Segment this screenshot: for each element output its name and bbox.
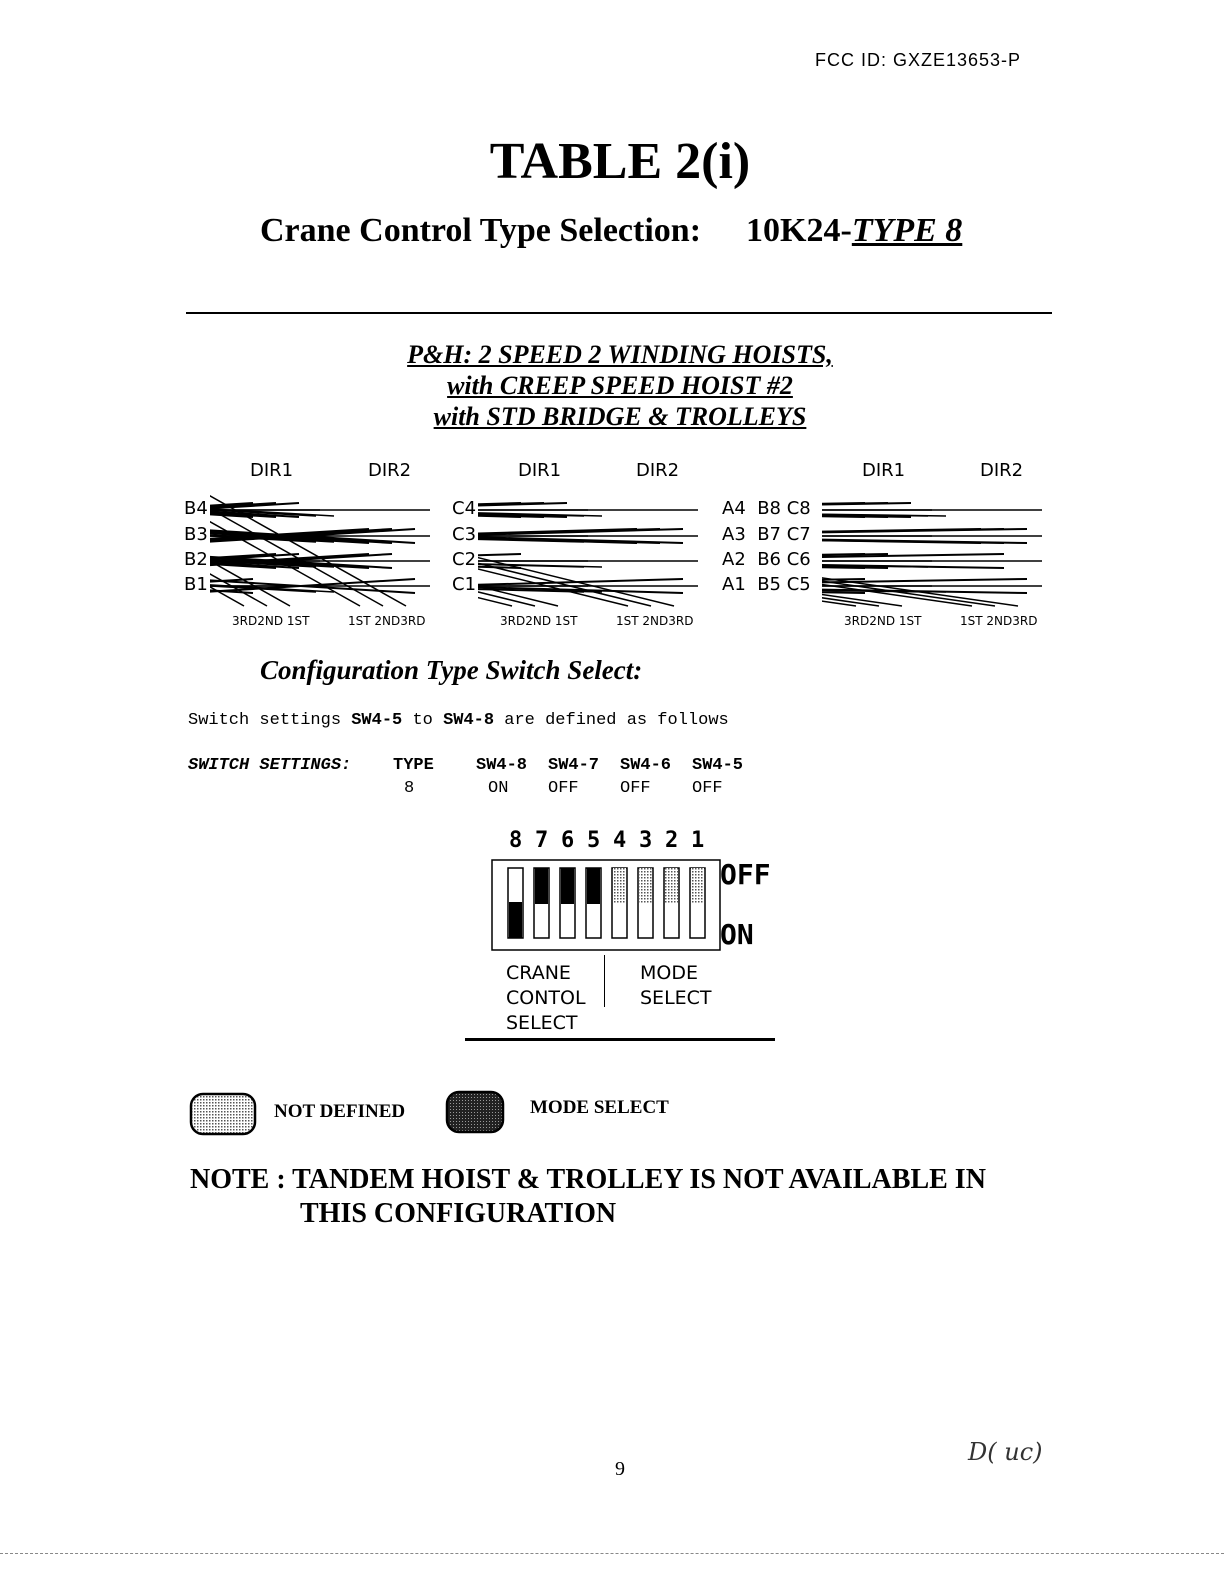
intro-rest: are defined as follows xyxy=(494,711,729,730)
row-label: B3 xyxy=(184,524,208,545)
group-divider xyxy=(604,955,605,1007)
scan-artifact xyxy=(0,1553,1224,1555)
section-line-1: P&H: 2 SPEED 2 WINDING HOISTS, xyxy=(407,340,833,369)
dir1-label: DIR1 xyxy=(518,460,562,481)
dir2-label: DIR2 xyxy=(980,460,1024,481)
not-defined-swatch xyxy=(188,1090,260,1138)
row-label: A3 B7 C7 xyxy=(722,524,811,545)
switch-grid-3 xyxy=(822,480,1162,660)
group-left-2: CONTOL xyxy=(506,987,586,1009)
group-left-1: CRANE xyxy=(506,962,571,984)
note-line-1: NOTE : TANDEM HOIST & TROLLEY IS NOT AVAILABLE IN xyxy=(190,1164,986,1195)
sw-header-8: SW4-8 xyxy=(476,756,528,775)
intro-sw-start: SW4-5 xyxy=(351,711,403,730)
speeds-left: 3RD2ND 1ST xyxy=(844,614,922,628)
note-line-2: THIS CONFIGURATION xyxy=(300,1198,617,1229)
sw-value-5: OFF xyxy=(692,779,723,798)
row-label: B4 xyxy=(184,498,208,519)
dip-number: 3 xyxy=(639,828,653,853)
row-label: A4 B8 C8 xyxy=(722,498,811,519)
row-label: A1 B5 C5 xyxy=(722,574,811,595)
group-right-2: SELECT xyxy=(640,987,712,1009)
dip-underline xyxy=(465,1038,775,1041)
dip-on-label: ON xyxy=(720,918,754,951)
dip-number: 7 xyxy=(535,828,549,853)
row-label: C2 xyxy=(452,549,477,570)
type-header: TYPE xyxy=(393,756,434,775)
dip-number: 2 xyxy=(665,828,679,853)
note xyxy=(190,1163,986,1231)
dip-number: 4 xyxy=(613,828,627,853)
dir2-label: DIR2 xyxy=(368,460,412,481)
row-label: B1 xyxy=(184,574,208,595)
type-value: 8 xyxy=(404,779,415,798)
page-number: 9 xyxy=(615,1458,625,1480)
intro-sw-end: SW4-8 xyxy=(443,711,495,730)
group-right-1: MODE xyxy=(640,962,698,984)
section-line-3: with STD BRIDGE & TROLLEYS xyxy=(433,402,807,431)
mode-select-swatch xyxy=(444,1088,506,1136)
row-label: C1 xyxy=(452,574,477,595)
dip-knob-3 xyxy=(639,868,652,904)
subtitle-prefix: Crane Control Type Selection: xyxy=(260,212,702,249)
sw-value-7: OFF xyxy=(548,779,579,798)
dir1-label: DIR1 xyxy=(250,460,294,481)
dip-number: 6 xyxy=(561,828,575,853)
sw-header-7: SW4-7 xyxy=(548,756,600,775)
section-line-2: with CREEP SPEED HOIST #2 xyxy=(447,371,793,400)
settings-label: SWITCH SETTINGS: xyxy=(188,756,352,775)
subtitle xyxy=(260,212,962,250)
dip-knob-8 xyxy=(509,902,522,938)
speeds-right: 1ST 2ND3RD xyxy=(960,614,1038,628)
dip-outline xyxy=(492,860,720,950)
handwritten-mark: D( uc) xyxy=(968,1438,1043,1466)
group-left-3: SELECT xyxy=(506,1012,578,1034)
subtitle-type: TYPE 8 xyxy=(851,212,963,249)
sw-header-6: SW4-6 xyxy=(620,756,672,775)
config-intro xyxy=(188,711,729,730)
sw-value-8: ON xyxy=(488,779,509,798)
subtitle-model: 10K24- xyxy=(746,212,852,249)
row-label: B2 xyxy=(184,549,208,570)
speeds-left: 3RD2ND 1ST xyxy=(500,614,578,628)
legend-mode-select: MODE SELECT xyxy=(530,1097,669,1118)
legend-not-defined: NOT DEFINED xyxy=(274,1101,406,1122)
divider-rule xyxy=(186,312,1052,314)
speeds-right: 1ST 2ND3RD xyxy=(348,614,426,628)
sw-header-5: SW4-5 xyxy=(692,756,744,775)
page-title: TABLE 2(i) xyxy=(489,133,751,190)
intro-text: Switch settings xyxy=(188,711,352,730)
dip-knob-4 xyxy=(613,868,626,904)
speeds-left: 3RD2ND 1ST xyxy=(232,614,310,628)
row-label: C4 xyxy=(452,498,477,519)
intro-to: to xyxy=(402,711,444,730)
dip-number: 1 xyxy=(691,828,705,853)
config-heading: Configuration Type Switch Select: xyxy=(260,655,643,685)
dip-knob-7 xyxy=(535,868,548,904)
dip-number: 5 xyxy=(587,828,601,853)
dip-switch-block xyxy=(488,856,728,956)
fcc-id: FCC ID: GXZE13653-P xyxy=(815,50,1022,70)
dip-knob-6 xyxy=(561,868,574,904)
dir1-label: DIR1 xyxy=(862,460,906,481)
dip-knob-5 xyxy=(587,868,600,904)
dir2-label: DIR2 xyxy=(636,460,680,481)
sw-value-6: OFF xyxy=(620,779,651,798)
row-label: C3 xyxy=(452,524,477,545)
dip-knob-2 xyxy=(665,868,678,904)
dip-off-label: OFF xyxy=(720,858,771,891)
speeds-right: 1ST 2ND3RD xyxy=(616,614,694,628)
dip-knob-1 xyxy=(691,868,704,904)
row-label: A2 B6 C6 xyxy=(722,549,811,570)
dip-number: 8 xyxy=(509,828,523,853)
